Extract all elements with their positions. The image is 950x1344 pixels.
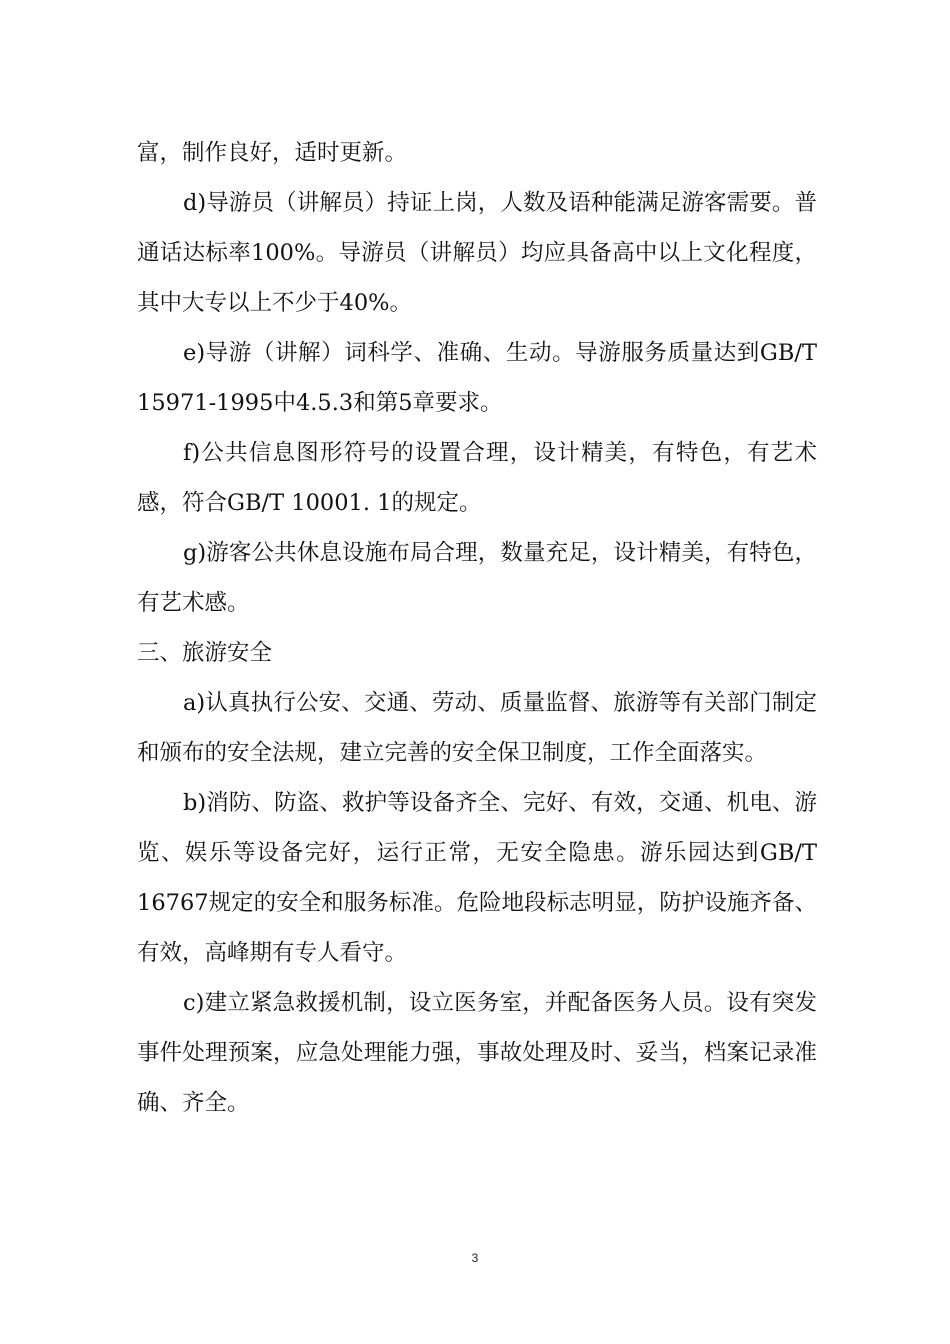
paragraph-item-c: c)建立紧急救援机制，设立医务室，并配备医务人员。设有突发事件处理预案，应急处理能力强，事故处理及时、妥当，档案记录准确、齐全。	[137, 990, 817, 1116]
paragraph-item-b: b)消防、防盗、救护等设备齐全、完好、有效，交通、机电、游览、娱乐等设备完好，运行正常，无安全隐患。游乐园达到GB/T 16767规定的安全和服务标准。危险地段标志明显，防护设施齐备、有效，高峰期有专人看守。	[137, 790, 817, 966]
paragraph-item-a: a)认真执行公安、交通、劳动、质量监督、旅游等有关部门制定和颁布的安全法规，建立完善的安全保卫制度，工作全面落实。	[137, 690, 817, 766]
paragraph-item-d: d)导游员（讲解员）持证上岗，人数及语种能满足游客需要。普通话达标率100%。导游员（讲解员）均应具备高中以上文化程度，其中大专以上不少于40%。	[137, 190, 817, 316]
paragraph-continuation: 富，制作良好，适时更新。	[137, 140, 408, 166]
section-heading: 三、旅游安全	[137, 640, 273, 666]
paragraph-item-e: e)导游（讲解）词科学、准确、生动。导游服务质量达到GB/T 15971-1995中4.5.3和第5章要求。	[137, 340, 817, 416]
document-body	[137, 128, 817, 1128]
paragraph-item-f: f)公共信息图形符号的设置合理，设计精美，有特色，有艺术感，符合GB/T 10001. 1的规定。	[137, 440, 817, 516]
paragraph-item-g: g)游客公共休息设施布局合理，数量充足，设计精美，有特色，有艺术感。	[137, 540, 817, 616]
page-number: 3	[471, 1251, 479, 1265]
